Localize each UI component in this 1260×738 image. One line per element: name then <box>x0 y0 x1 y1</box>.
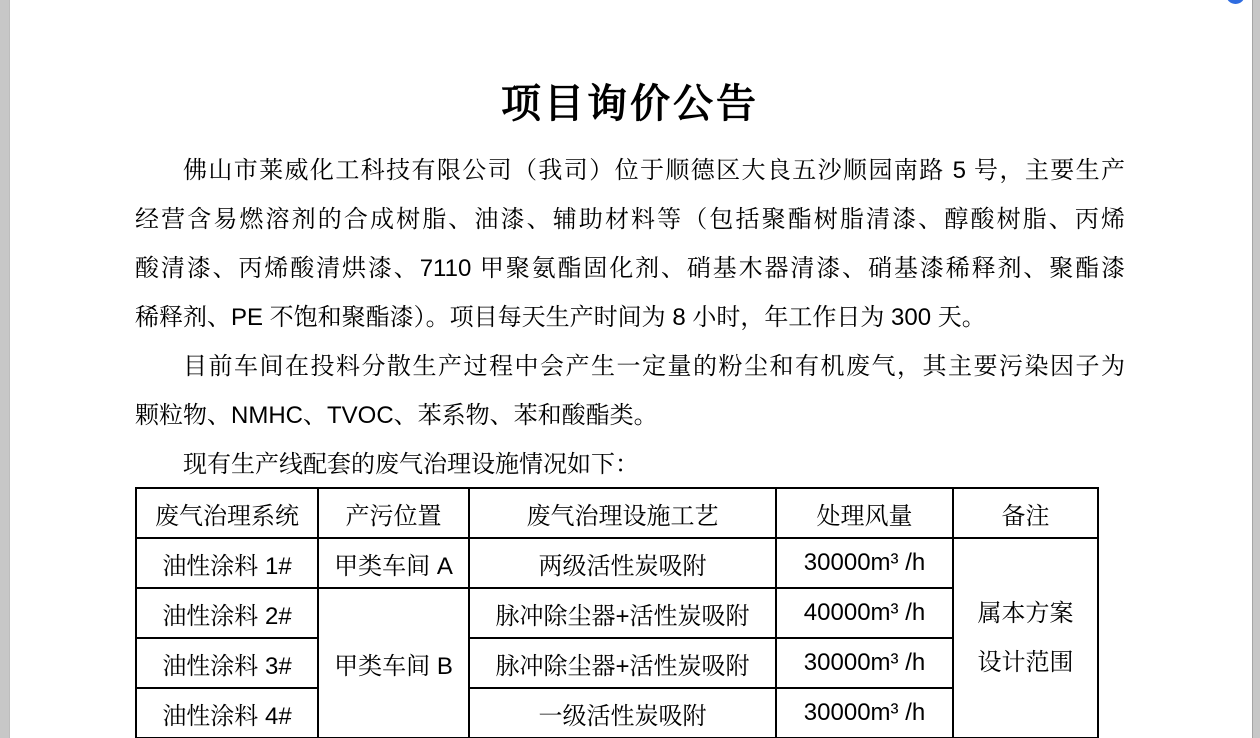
paragraph-line: 稀释剂、PE 不饱和聚酯漆）。项目每天生产时间为 8 小时，年工作日为 300 天。 <box>135 304 986 331</box>
cell-airflow-3: 30000m³ /h <box>776 638 953 688</box>
cell-system-2: 油性涂料 2# <box>136 588 318 638</box>
cell-process-3: 脉冲除尘器+活性炭吸附 <box>469 638 776 688</box>
header-cell-airflow: 处理风量 <box>776 488 953 538</box>
table-header-row <box>136 488 1098 538</box>
header-cell-process: 废气治理设施工艺 <box>469 488 776 538</box>
cell-system-4: 油性涂料 4# <box>136 688 318 738</box>
paragraph-line: 佛山市莱威化工科技有限公司（我司）位于顺德区大良五沙顺园南路 5 号，主要生产 <box>183 157 1125 184</box>
cell-note-merged <box>953 538 1098 738</box>
cell-airflow-1: 30000m³ /h <box>776 538 953 588</box>
document-page <box>135 0 1125 738</box>
header-cell-location: 产污位置 <box>318 488 469 538</box>
cell-system-3: 油性涂料 3# <box>136 638 318 688</box>
note-line: 设计范围 <box>977 649 1074 676</box>
cell-location-b-merged: 甲类车间 B <box>318 588 469 738</box>
cell-system-1: 油性涂料 1# <box>136 538 318 588</box>
viewer-gutter-left <box>0 0 10 738</box>
waste-gas-treatment-table <box>135 487 1099 738</box>
cell-process-4: 一级活性炭吸附 <box>469 688 776 738</box>
table-row <box>136 538 1098 588</box>
paragraph-line: 目前车间在投料分散生产过程中会产生一定量的粉尘和有机废气，其主要污染因子为 <box>183 353 1125 380</box>
document-title: 项目询价公告 <box>501 82 759 126</box>
paragraph-line: 颗粒物、NMHC、TVOC、苯系物、苯和酸酯类。 <box>135 402 658 429</box>
paragraph-line: 经营含易燃溶剂的合成树脂、油漆、辅助材料等（包括聚酯树脂清漆、醇酸树脂、丙烯 <box>135 206 1125 233</box>
cell-process-1: 两级活性炭吸附 <box>469 538 776 588</box>
header-cell-system: 废气治理系统 <box>136 488 318 538</box>
cell-airflow-4: 30000m³ /h <box>776 688 953 738</box>
note-line: 属本方案 <box>977 600 1074 627</box>
paragraph-line: 酸清漆、丙烯酸清烘漆、7110 甲聚氨酯固化剂、硝基木器清漆、硝基漆稀释剂、聚酯漆 <box>135 255 1125 282</box>
cell-airflow-2: 40000m³ /h <box>776 588 953 638</box>
viewer-gutter-right <box>1252 0 1260 738</box>
cell-process-2: 脉冲除尘器+活性炭吸附 <box>469 588 776 638</box>
scroll-indicator-button[interactable] <box>1226 0 1245 4</box>
cell-location-a: 甲类车间 A <box>318 538 469 588</box>
header-cell-note: 备注 <box>953 488 1098 538</box>
paragraph-line: 现有生产线配套的废气治理设施情况如下： <box>183 451 639 478</box>
